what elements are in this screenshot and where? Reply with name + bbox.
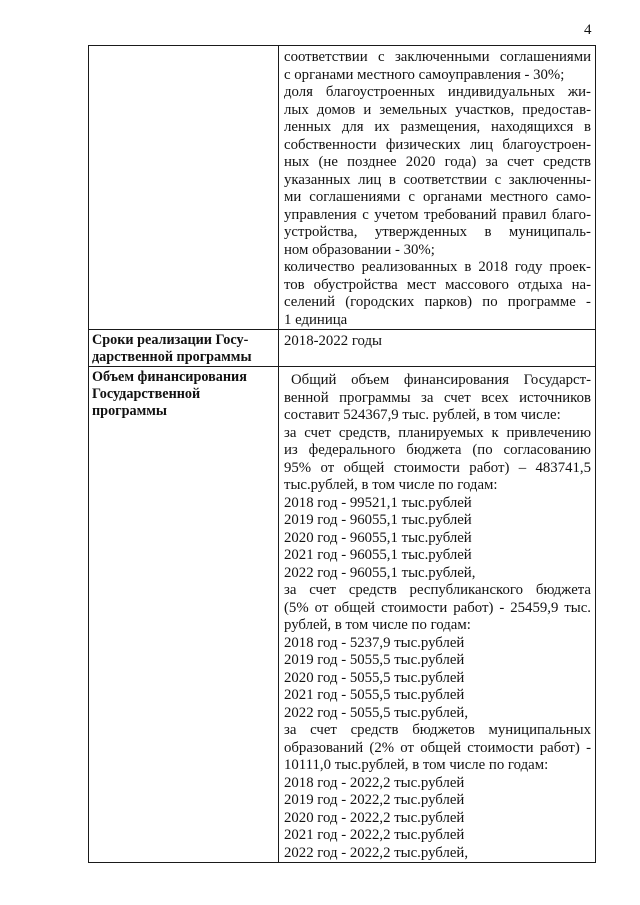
content-line: 1 единица bbox=[284, 311, 348, 328]
content-line: составит 524367,9 тыс. рублей, в том числе: bbox=[284, 407, 561, 423]
table-row bbox=[89, 330, 596, 367]
content-line: 2020 год - 5055,5 тыс.рублей bbox=[284, 669, 465, 686]
row-label-line: Сроки реализации Госу- bbox=[92, 332, 249, 348]
content-line: количество реализованных в 2018 году проек- bbox=[284, 259, 591, 275]
content-line: 2018 год - 5237,9 тыс.рублей bbox=[284, 634, 465, 651]
page-number: 4 bbox=[584, 22, 592, 38]
row-label-line: дарственной программы bbox=[92, 349, 252, 365]
table-row bbox=[89, 367, 596, 863]
content-line: 2020 год - 2022,2 тыс.рублей bbox=[284, 809, 465, 826]
row-label-cell bbox=[89, 367, 279, 863]
content-line: 2019 год - 5055,5 тыс.рублей bbox=[284, 652, 465, 668]
content-line: селений (городских парков) по программе - bbox=[284, 294, 591, 310]
content-line: 2018 год - 2022,2 тыс.рублей bbox=[284, 774, 465, 791]
row-label-line: Объем финансирования bbox=[92, 369, 247, 385]
content-line: 2021 год - 2022,2 тыс.рублей bbox=[284, 827, 465, 843]
content-line: ных (не позднее 2020 года) за счет средств bbox=[284, 154, 591, 170]
row-label-line: программы bbox=[92, 403, 167, 419]
program-passport-table bbox=[88, 45, 596, 863]
content-line: указанных лиц в соответствии с заключенны- bbox=[284, 171, 591, 188]
content-line: 2022 год - 96055,1 тыс.рублей, bbox=[284, 564, 476, 581]
content-line: тыс.рублей, в том числе по годам: bbox=[284, 477, 498, 493]
content-line: образований (2% от общей стоимости работ) - bbox=[284, 739, 591, 756]
content-line: за счет средств республиканского бюджета bbox=[284, 582, 591, 598]
content-line: ленных для их размещения, находящихся в bbox=[284, 119, 591, 135]
row-label-cell bbox=[89, 330, 279, 367]
row-content-cell bbox=[279, 46, 596, 330]
content-line: 2022 год - 5055,5 тыс.рублей, bbox=[284, 704, 469, 721]
content-line: 2021 год - 5055,5 тыс.рублей bbox=[284, 687, 465, 703]
content-line: ми соглашениями с органами местного само- bbox=[284, 189, 591, 205]
row-content-cell bbox=[279, 367, 596, 863]
content-line: 10111,0 тыс.рублей, в том числе по годам: bbox=[284, 757, 549, 773]
content-line: собственности физических лиц благоустроен- bbox=[284, 136, 591, 153]
content-line: 2020 год - 96055,1 тыс.рублей bbox=[284, 529, 472, 546]
content-line: 2021 год - 96055,1 тыс.рублей bbox=[284, 547, 472, 563]
content-line: тов обустройства мест массового отдыха на- bbox=[284, 276, 591, 293]
content-line: 2019 год - 2022,2 тыс.рублей bbox=[284, 792, 465, 808]
content-line: управления с учетом требований правил благо- bbox=[284, 206, 591, 223]
content-line: 2022 год - 2022,2 тыс.рублей, bbox=[284, 844, 469, 861]
content-line: 2019 год - 96055,1 тыс.рублей bbox=[284, 512, 472, 528]
content-line: ном образовании - 30%; bbox=[284, 241, 435, 258]
content-line: 2018-2022 годы bbox=[284, 333, 382, 349]
row-label-cell bbox=[89, 46, 279, 330]
content-line: 2018 год - 99521,1 тыс.рублей bbox=[284, 494, 472, 511]
content-line: из федерального бюджета (по согласованию bbox=[284, 442, 591, 458]
content-line: 95% от общей стоимости работ) – 483741,5 bbox=[284, 459, 591, 476]
content-line: с органами местного самоуправления - 30%; bbox=[284, 66, 565, 83]
content-line: рублей, в том числе по годам: bbox=[284, 617, 471, 633]
content-line: Общий объем финансирования Государст- bbox=[291, 372, 591, 388]
content-line: устройства, утвержденных в муниципаль- bbox=[284, 224, 591, 240]
row-label-line: Государственной bbox=[92, 386, 201, 402]
content-line: венной программы за счет всех источников bbox=[284, 389, 591, 406]
content-line: доля благоустроенных индивидуальных жи- bbox=[284, 84, 591, 100]
content-line: (5% от общей стоимости работ) - 25459,9 тыс. bbox=[284, 599, 591, 616]
content-line: за счет средств бюджетов муниципальных bbox=[284, 722, 591, 738]
row-content-cell bbox=[279, 330, 596, 367]
table-row bbox=[89, 46, 596, 330]
content-line: лых домов и земельных участков, предостав- bbox=[284, 101, 591, 118]
content-line: за счет средств, планируемых к привлечению bbox=[284, 424, 591, 441]
content-line: соответствии с заключенными соглашениями bbox=[284, 49, 591, 65]
